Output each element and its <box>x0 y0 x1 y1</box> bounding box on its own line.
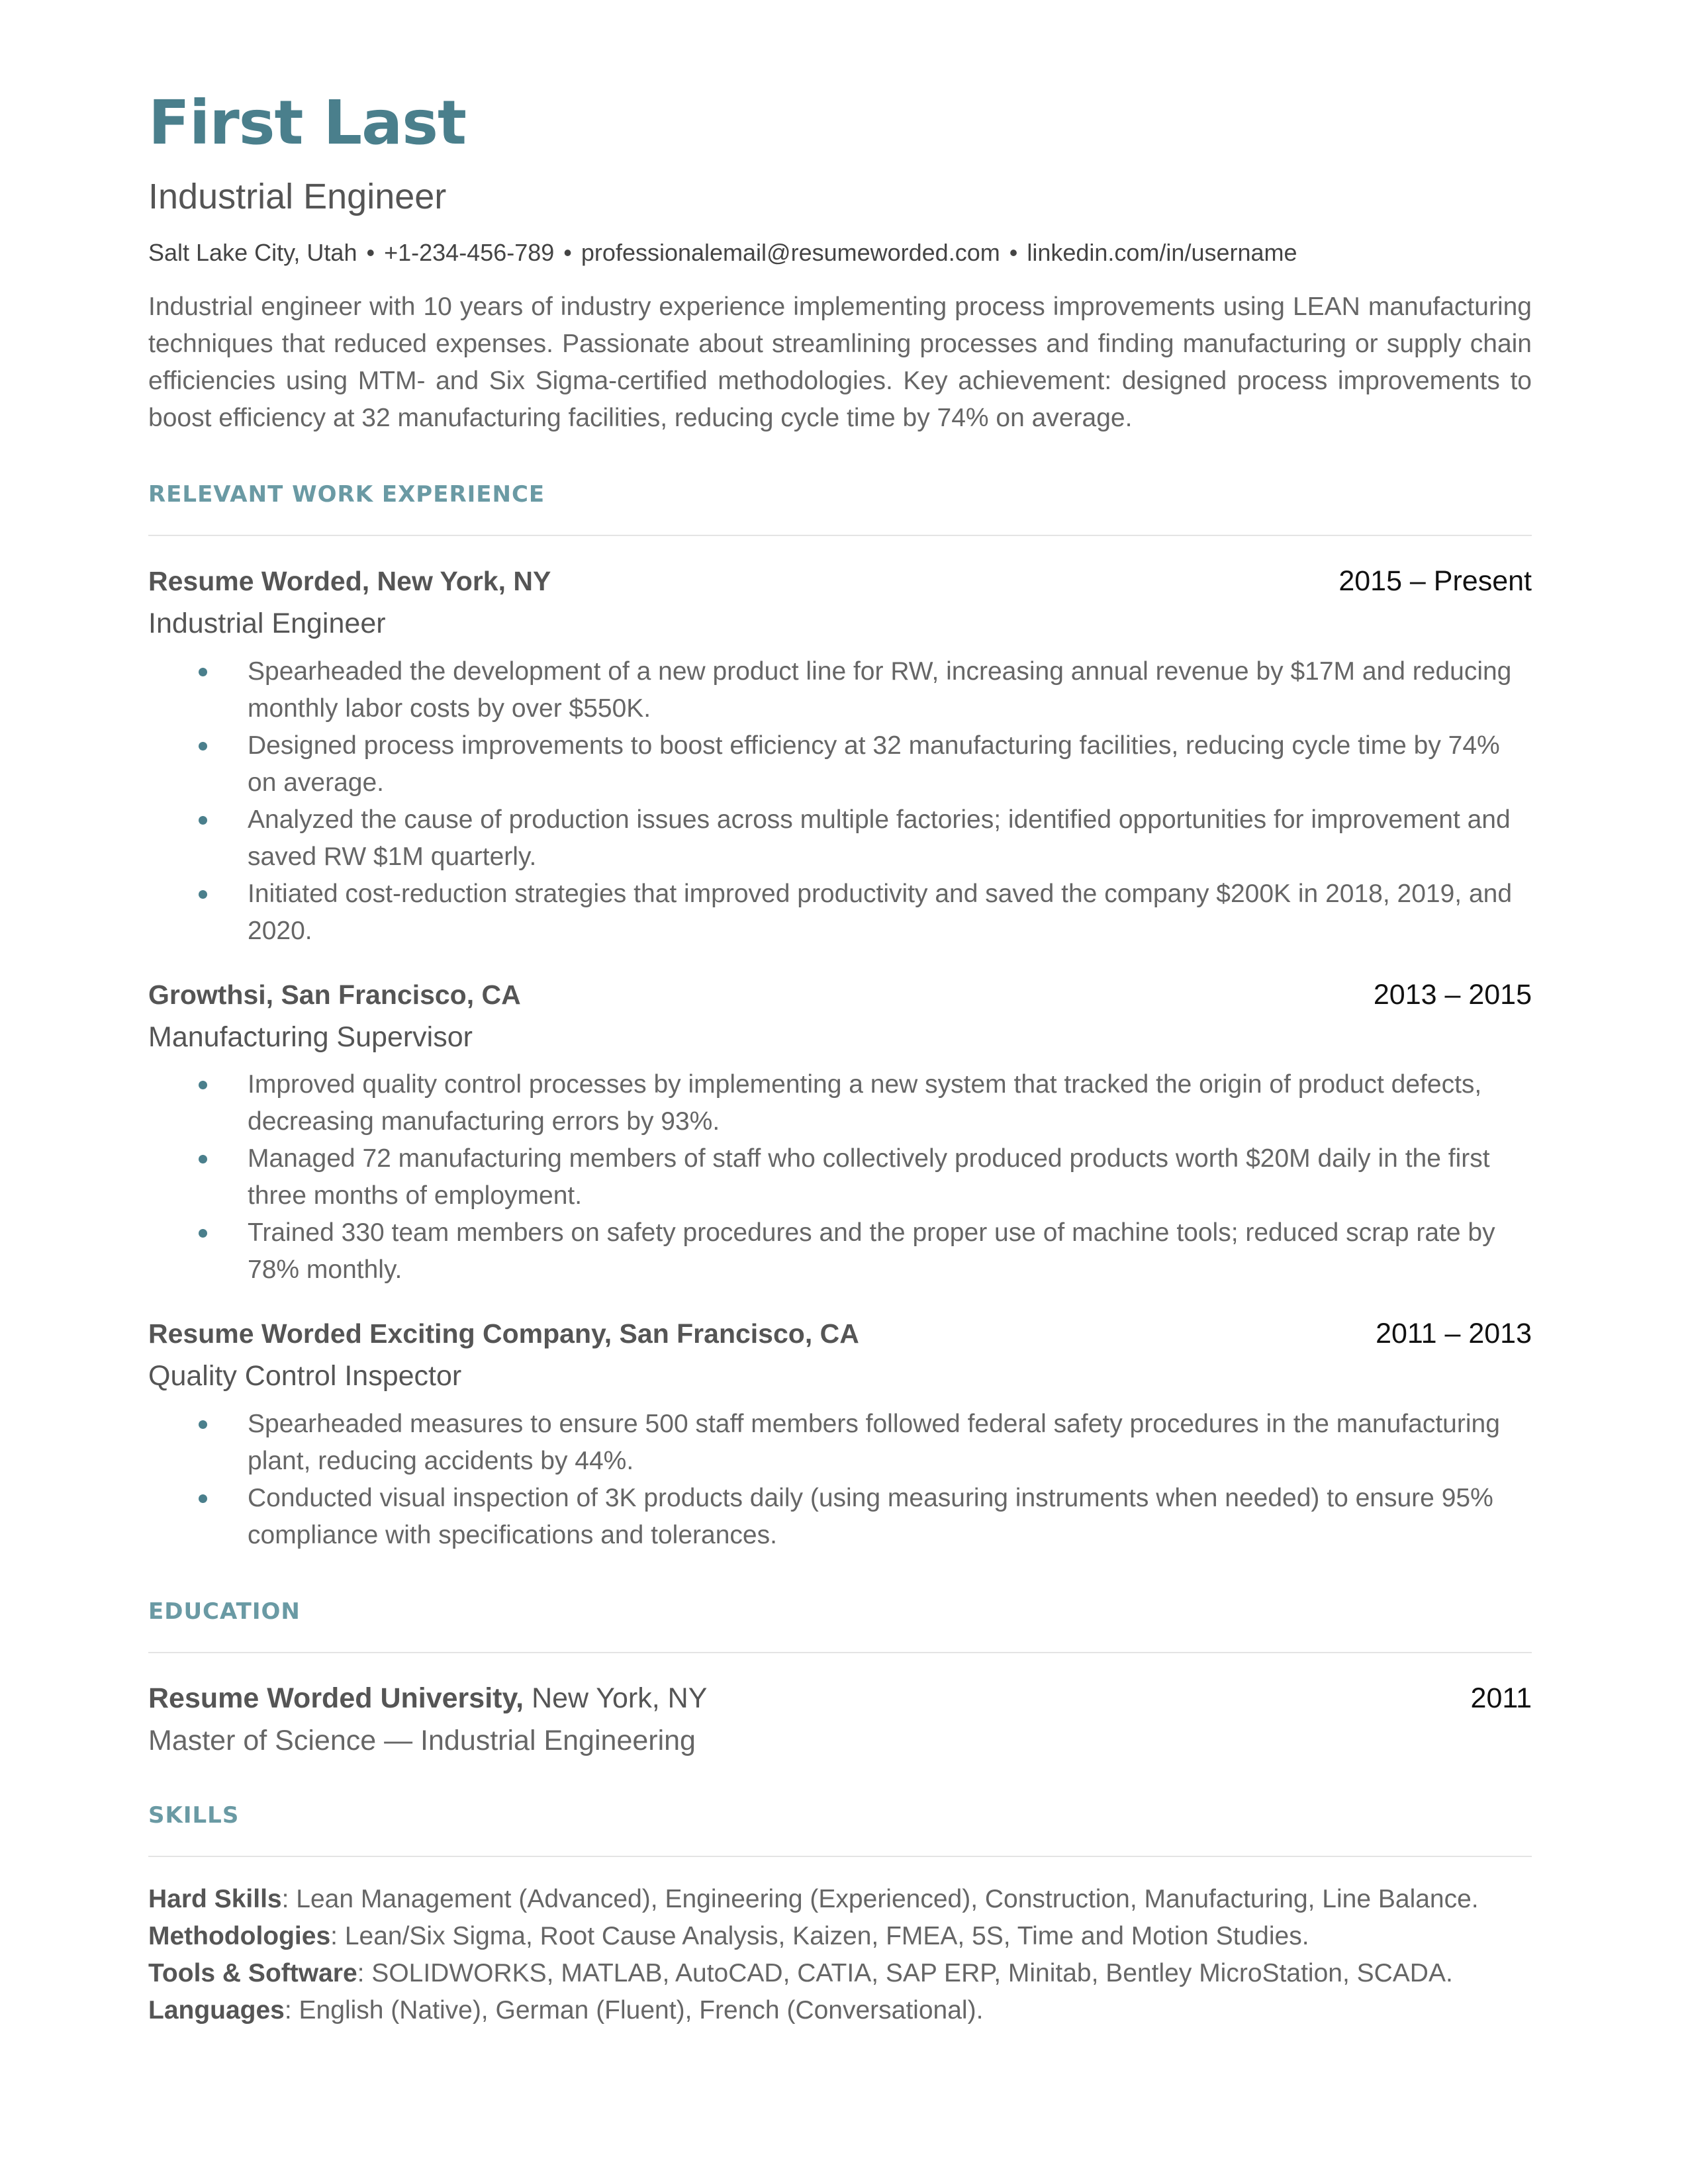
bullet-text: Managed 72 manufacturing members of staff who collectively produced products worth $20M daily in the first three months of employment. <box>248 1144 1490 1210</box>
job-entry <box>148 979 1532 1289</box>
section-divider <box>148 1856 1532 1857</box>
bullet-text: Spearheaded measures to ensure 500 staff members followed federal safety procedures in the manufacturing plant, reducing accidents by 44%. <box>248 1409 1500 1475</box>
job-title: Industrial Engineer <box>148 177 447 216</box>
contact-location: Salt Lake City, Utah <box>148 239 357 266</box>
school-location: New York, NY <box>524 1682 708 1714</box>
job-dates: 2011 – 2013 <box>1376 1318 1532 1350</box>
bullet-dot-icon <box>199 1081 207 1089</box>
bullet-text: Conducted visual inspection of 3K products daily (using measuring instruments when needed) to ensure 95% compliance with specifications and tolerances. <box>248 1483 1493 1549</box>
job-dates: 2013 – 2015 <box>1373 978 1532 1011</box>
bullet-item <box>148 653 1532 727</box>
bullet-dot-icon <box>199 816 207 825</box>
candidate-name: First Last <box>148 87 466 158</box>
skill-row <box>148 1918 1532 1955</box>
bullet-item <box>148 1406 1532 1480</box>
bullet-text: Initiated cost-reduction strategies that improved productivity and saved the company $200K in 2018, 2019, and 2020. <box>248 879 1513 945</box>
bullet-dot-icon <box>199 1229 207 1238</box>
skill-row <box>148 1955 1532 1992</box>
job-bullets <box>148 653 1532 950</box>
skill-value: : Lean Management (Advanced), Engineering (Experienced), Construction, Manufacturing, Line Balance. <box>281 1885 1479 1914</box>
education-header <box>148 1682 1532 1715</box>
contact-linkedin: linkedin.com/in/username <box>1027 239 1297 266</box>
bullet-text: Improved quality control processes by implementing a new system that tracked the origin of product defects, decreasing manufacturing errors by 93%. <box>248 1070 1482 1136</box>
professional-summary: Industrial engineer with 10 years of industry experience implementing process improvements using LEAN manufacturing techniques that reduced expenses. Passionate about streamlining processes and finding manufacturing or supply chain efficiencies using MTM- and Six Sigma-certified methodologies. Key achievement: designed process improvements to boost efficiency at 32 manufacturing facilities, reducing cycle time by 74% on average. <box>148 293 1532 432</box>
bullet-dot-icon <box>199 1420 207 1429</box>
experience-heading: RELEVANT WORK EXPERIENCE <box>148 481 545 508</box>
skill-row <box>148 1881 1532 1918</box>
skill-label: Languages <box>148 1996 285 2025</box>
bullet-dot-icon <box>199 1155 207 1163</box>
skill-label: Hard Skills <box>148 1885 282 1914</box>
contact-separator: • <box>563 239 572 266</box>
job-bullets <box>148 1406 1532 1554</box>
bullet-dot-icon <box>199 890 207 899</box>
job-company: Growthsi, San Francisco, CA <box>148 979 521 1010</box>
bullet-item <box>148 1140 1532 1214</box>
contact-separator: • <box>1009 239 1018 266</box>
contact-phone: +1-234-456-789 <box>384 239 555 266</box>
bullet-dot-icon <box>199 668 207 676</box>
section-divider <box>148 535 1532 536</box>
school <box>148 1682 707 1715</box>
job-role: Quality Control Inspector <box>148 1360 462 1392</box>
graduation-year: 2011 <box>1470 1682 1532 1714</box>
skill-value: : SOLIDWORKS, MATLAB, AutoCAD, CATIA, SAP ERP, Minitab, Bentley MicroStation, SCADA. <box>357 1959 1453 1988</box>
bullet-item <box>148 1066 1532 1140</box>
skill-value: : English (Native), German (Fluent), French (Conversational). <box>284 1996 984 2025</box>
skill-row <box>148 1992 1532 2029</box>
skill-label: Tools & Software <box>148 1959 357 1988</box>
education-entry <box>148 1682 1532 1758</box>
skills-heading: SKILLS <box>148 1802 240 1829</box>
bullet-text: Spearheaded the development of a new product line for RW, increasing annual revenue by $17M and reducing monthly labor costs by over $550K. <box>248 657 1512 723</box>
bullet-item <box>148 876 1532 950</box>
bullet-item <box>148 727 1532 801</box>
bullet-dot-icon <box>199 1494 207 1503</box>
job-company: Resume Worded, New York, NY <box>148 566 551 596</box>
degree: Master of Science — Industrial Engineering <box>148 1724 696 1756</box>
job-entry <box>148 1318 1532 1554</box>
skill-label: Methodologies <box>148 1922 331 1951</box>
bullet-item <box>148 801 1532 876</box>
bullet-text: Trained 330 team members on safety procedures and the proper use of machine tools; reduced scrap rate by 78% monthly. <box>248 1218 1495 1285</box>
job-role: Industrial Engineer <box>148 608 386 639</box>
education-heading: EDUCATION <box>148 1598 301 1625</box>
bullet-text: Analyzed the cause of production issues across multiple factories; identified opportunities for improvement and saved RW $1M quarterly. <box>248 805 1511 871</box>
contact-line <box>148 241 1532 265</box>
resume-page <box>148 85 1532 2029</box>
bullet-item <box>148 1480 1532 1554</box>
job-header <box>148 979 1532 1011</box>
job-dates: 2015 – Present <box>1338 565 1532 597</box>
skills-list <box>148 1881 1532 2029</box>
job-role: Manufacturing Supervisor <box>148 1021 473 1053</box>
contact-separator: • <box>366 239 375 266</box>
contact-email: professionalemail@resumeworded.com <box>581 239 1000 266</box>
bullet-text: Designed process improvements to boost efficiency at 32 manufacturing facilities, reducing cycle time by 74% on average. <box>248 731 1500 797</box>
bullet-dot-icon <box>199 742 207 751</box>
section-divider <box>148 1652 1532 1653</box>
bullet-item <box>148 1214 1532 1289</box>
job-entry <box>148 565 1532 950</box>
skill-value: : Lean/Six Sigma, Root Cause Analysis, Kaizen, FMEA, 5S, Time and Motion Studies. <box>330 1922 1309 1951</box>
job-header <box>148 565 1532 598</box>
job-bullets <box>148 1066 1532 1289</box>
job-company: Resume Worded Exciting Company, San Francisco, CA <box>148 1318 859 1349</box>
job-header <box>148 1318 1532 1350</box>
school-name: Resume Worded University, <box>148 1682 524 1714</box>
